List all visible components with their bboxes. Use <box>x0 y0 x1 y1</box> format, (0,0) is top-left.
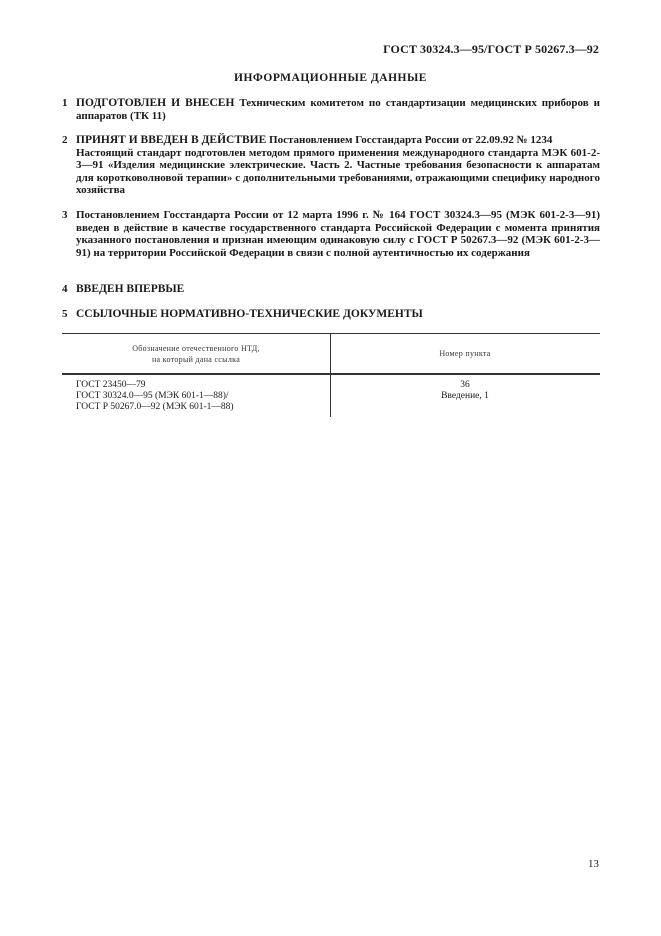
page-title: ИНФОРМАЦИОННЫЕ ДАННЫЕ <box>234 72 427 84</box>
header-col-document-line2: на который дана ссылка <box>151 355 241 364</box>
item-text: Постановлением Госстандарта России от 12 марта 1996 г. № 164 ГОСТ 30324.3—95 (МЭК 601-2-3—91) введен в действие в качестве государственного стандарта Российской Федерации с момента принятия указанного постановления и признан имеющим одинаковую силу с ГОСТ Р 50267.3—92 (МЭК 601-2-3—91) на территории Российской Федерации в связи с полной аутентичностью их содержания <box>76 209 600 259</box>
item-number: 5 <box>62 308 68 320</box>
table-row-doc: ГОСТ 23450—79 <box>76 380 146 390</box>
table-row-clause: 36 <box>460 380 470 390</box>
item-extra-text: Настоящий стандарт подготовлен методом прямого применения международного стандарта МЭК 601-2-3—91 «Изделия медицинские электрические. Часть 2. Частные требования безопасности к аппаратам для коротковолновой терапии» с дополнительными требованиями, отражающими специфику народного хозяйства <box>76 146 600 196</box>
item-number: 1 <box>62 97 68 109</box>
item-text: Постановлением Госстандарта России от 22.09.92 № 1234 <box>266 134 553 146</box>
table-row-doc: ГОСТ Р 50267.0—92 (МЭК 601-1—88) <box>76 402 234 412</box>
table-body <box>62 375 600 417</box>
info-item-4 <box>62 283 600 296</box>
item-lead: ПРИНЯТ И ВВЕДЕН В ДЕЙСТВИЕ <box>76 134 267 146</box>
header-col-clause: Номер пункта <box>439 349 491 358</box>
item-lead: ВВЕДЕН ВПЕРВЫЕ <box>76 283 185 295</box>
page-number: 13 <box>588 858 599 870</box>
table-row-clause: Введение, 1 <box>441 391 489 401</box>
info-item-1 <box>62 97 600 122</box>
references-table <box>62 333 600 417</box>
info-item-5 <box>62 308 600 321</box>
item-text: Техническим комитетом по стандартизации медицинских приборов и аппаратов (ТК 11) <box>76 97 600 122</box>
header-col-document-line1: Обозначение отечественного НТД, <box>132 344 260 353</box>
item-lead: ССЫЛОЧНЫЕ НОРМАТИВНО-ТЕХНИЧЕСКИЕ ДОКУМЕНТЫ <box>76 308 423 320</box>
clause-column <box>330 380 600 402</box>
table-header <box>62 334 600 375</box>
item-number: 4 <box>62 283 68 295</box>
document-column <box>76 380 326 413</box>
item-lead: ПОДГОТОВЛЕН И ВНЕСЕН <box>76 97 235 109</box>
header-col-document <box>62 343 330 365</box>
item-number: 2 <box>62 134 68 146</box>
info-item-3 <box>62 209 600 259</box>
standard-code-header: ГОСТ 30324.3—95/ГОСТ Р 50267.3—92 <box>383 42 599 56</box>
item-number: 3 <box>62 209 68 221</box>
table-row-doc: ГОСТ 30324.0—95 (МЭК 601-1—88)/ <box>76 391 229 401</box>
info-item-2 <box>62 134 600 197</box>
